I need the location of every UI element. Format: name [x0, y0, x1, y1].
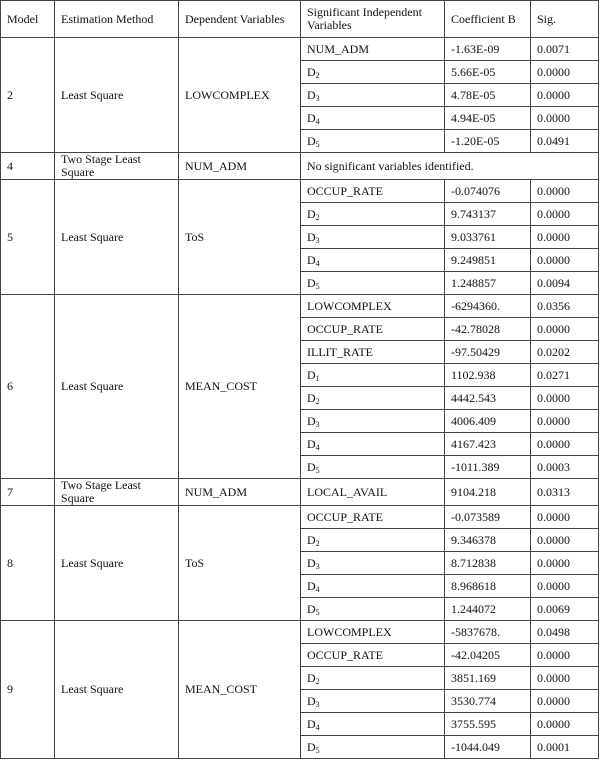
significance-value: 0.0000 [531, 644, 599, 667]
variable-name: ILLIT_RATE [307, 344, 373, 359]
significance-value: 0.0271 [531, 364, 599, 387]
variable-subscript: 4 [315, 584, 320, 594]
variable-name: D [307, 693, 316, 708]
significance-value: 0.0094 [531, 272, 599, 295]
variable-name: D [307, 670, 316, 685]
variable-name: LOCAL_AVAIL [307, 484, 388, 499]
significance-value: 0.0000 [531, 552, 599, 575]
model-number: 7 [1, 479, 55, 506]
independent-variable [301, 364, 445, 387]
independent-variable [301, 203, 445, 226]
dependent-variable: LOWCOMPLEX [179, 38, 301, 153]
significance-value: 0.0000 [531, 410, 599, 433]
coefficient-value: 3851.169 [445, 667, 531, 690]
variable-name: D [307, 252, 316, 267]
significance-value: 0.0000 [531, 575, 599, 598]
coefficient-value: 4.78E-05 [445, 84, 531, 107]
significance-value: 0.0000 [531, 61, 599, 84]
variable-name: D [307, 87, 316, 102]
coefficient-value: 4167.423 [445, 433, 531, 456]
variable-subscript: 5 [315, 139, 320, 149]
independent-variable [301, 506, 445, 529]
no-variables-note: No significant variables identified. [301, 153, 599, 180]
variable-name: D [307, 229, 316, 244]
coefficient-value: 1.248857 [445, 272, 531, 295]
independent-variable [301, 387, 445, 410]
significance-value: 0.0069 [531, 598, 599, 621]
table-row [1, 38, 599, 61]
variable-name: D [307, 739, 316, 754]
variable-name: D [307, 601, 316, 616]
variable-subscript: 4 [315, 116, 320, 126]
significance-value: 0.0000 [531, 433, 599, 456]
dependent-variable: ToS [179, 506, 301, 621]
variable-name: D [307, 436, 316, 451]
estimation-method: Least Square [55, 295, 179, 479]
estimation-method: Least Square [55, 621, 179, 759]
variable-subscript: 3 [315, 561, 320, 571]
independent-variable [301, 433, 445, 456]
variable-name: LOWCOMPLEX [307, 298, 392, 313]
table-row [1, 621, 599, 644]
variable-name: D [307, 413, 316, 428]
header-significant-independent-variables: Significant Independent Variables [301, 1, 445, 38]
independent-variable [301, 84, 445, 107]
independent-variable [301, 667, 445, 690]
header-dependent-variables: Dependent Variables [179, 1, 301, 38]
coefficient-value: 3530.774 [445, 690, 531, 713]
coefficient-value: 9.033761 [445, 226, 531, 249]
significance-value: 0.0003 [531, 456, 599, 479]
table-row [1, 295, 599, 318]
header-model: Model [1, 1, 55, 38]
independent-variable [301, 272, 445, 295]
estimation-method: Least Square [55, 180, 179, 295]
table-row [1, 153, 599, 180]
significance-value: 0.0000 [531, 203, 599, 226]
coefficient-value: -1044.049 [445, 736, 531, 759]
significance-value: 0.0000 [531, 506, 599, 529]
significance-value: 0.0000 [531, 107, 599, 130]
independent-variable [301, 295, 445, 318]
variable-name: D [307, 275, 316, 290]
dependent-variable: MEAN_COST [179, 621, 301, 759]
model-number: 5 [1, 180, 55, 295]
significance-value: 0.0000 [531, 226, 599, 249]
variable-name: D [307, 206, 316, 221]
variable-subscript: 2 [315, 212, 320, 222]
model-number: 6 [1, 295, 55, 479]
independent-variable [301, 690, 445, 713]
variable-name: D [307, 459, 316, 474]
significance-value: 0.0498 [531, 621, 599, 644]
significance-value: 0.0000 [531, 84, 599, 107]
variable-name: D [307, 367, 316, 382]
variable-name: OCCUP_RATE [307, 183, 384, 198]
dependent-variable: ToS [179, 180, 301, 295]
header-sig: Sig. [531, 1, 599, 38]
independent-variable [301, 479, 445, 506]
significance-value: 0.0000 [531, 690, 599, 713]
variable-subscript: 5 [315, 745, 320, 755]
independent-variable [301, 130, 445, 153]
estimation-method: Least Square [55, 38, 179, 153]
independent-variable [301, 38, 445, 61]
variable-subscript: 4 [315, 442, 320, 452]
estimation-method: Two Stage Least Square [55, 153, 179, 180]
coefficient-value: 3755.595 [445, 713, 531, 736]
dependent-variable: MEAN_COST [179, 295, 301, 479]
independent-variable [301, 456, 445, 479]
coefficient-value: -5837678. [445, 621, 531, 644]
coefficient-value: 9.743137 [445, 203, 531, 226]
coefficient-value: -6294360. [445, 295, 531, 318]
significance-value: 0.0001 [531, 736, 599, 759]
variable-subscript: 3 [315, 419, 320, 429]
independent-variable [301, 249, 445, 272]
significance-value: 0.0000 [531, 249, 599, 272]
variable-subscript: 5 [315, 465, 320, 475]
independent-variable [301, 529, 445, 552]
variable-name: OCCUP_RATE [307, 509, 384, 524]
coefficient-value: -0.073589 [445, 506, 531, 529]
variable-name: OCCUP_RATE [307, 647, 384, 662]
model-number: 9 [1, 621, 55, 759]
variable-subscript: 4 [315, 258, 320, 268]
coefficient-value: -1.20E-05 [445, 130, 531, 153]
table-row [1, 506, 599, 529]
independent-variable [301, 713, 445, 736]
coefficient-value: 8.712838 [445, 552, 531, 575]
independent-variable [301, 341, 445, 364]
independent-variable [301, 552, 445, 575]
variable-subscript: 2 [315, 396, 320, 406]
variable-name: D [307, 532, 316, 547]
table-body [1, 38, 599, 759]
coefficient-value: 4442.543 [445, 387, 531, 410]
significance-value: 0.0356 [531, 295, 599, 318]
variable-name: D [307, 578, 316, 593]
coefficient-value: 8.968618 [445, 575, 531, 598]
coefficient-value: 4006.409 [445, 410, 531, 433]
variable-subscript: 1 [315, 373, 320, 383]
coefficient-value: 9104.218 [445, 479, 531, 506]
variable-name: OCCUP_RATE [307, 321, 384, 336]
independent-variable [301, 107, 445, 130]
variable-name: D [307, 110, 316, 125]
coefficient-value: 9.249851 [445, 249, 531, 272]
variable-name: LOWCOMPLEX [307, 624, 392, 639]
independent-variable [301, 410, 445, 433]
independent-variable [301, 575, 445, 598]
coefficient-value: 4.94E-05 [445, 107, 531, 130]
variable-subscript: 3 [315, 93, 320, 103]
variable-subscript: 2 [315, 676, 320, 686]
header-coefficient-b: Coefficient B [445, 1, 531, 38]
model-number: 2 [1, 38, 55, 153]
significance-value: 0.0071 [531, 38, 599, 61]
estimation-method: Least Square [55, 506, 179, 621]
coefficient-value: -42.78028 [445, 318, 531, 341]
independent-variable [301, 644, 445, 667]
independent-variable [301, 226, 445, 249]
table-row [1, 479, 599, 506]
independent-variable [301, 621, 445, 644]
model-number: 8 [1, 506, 55, 621]
significance-value: 0.0491 [531, 130, 599, 153]
variable-name: D [307, 133, 316, 148]
table-row [1, 180, 599, 203]
coefficient-value: -97.50429 [445, 341, 531, 364]
independent-variable [301, 61, 445, 84]
variable-subscript: 3 [315, 235, 320, 245]
coefficient-value: 1.244072 [445, 598, 531, 621]
coefficient-value: -1011.389 [445, 456, 531, 479]
significance-value: 0.0000 [531, 387, 599, 410]
variable-name: D [307, 555, 316, 570]
variable-subscript: 5 [315, 281, 320, 291]
variable-name: D [307, 390, 316, 405]
coefficient-value: -1.63E-09 [445, 38, 531, 61]
significance-value: 0.0000 [531, 529, 599, 552]
significance-value: 0.0000 [531, 667, 599, 690]
dependent-variable: NUM_ADM [179, 479, 301, 506]
significance-value: 0.0202 [531, 341, 599, 364]
variable-name: NUM_ADM [307, 41, 370, 56]
variable-name: D [307, 716, 316, 731]
independent-variable [301, 598, 445, 621]
variable-name: D [307, 64, 316, 79]
significance-value: 0.0000 [531, 713, 599, 736]
significance-value: 0.0000 [531, 318, 599, 341]
coefficient-value: 1102.938 [445, 364, 531, 387]
variable-subscript: 2 [315, 70, 320, 80]
estimation-method: Two Stage Least Square [55, 479, 179, 506]
significance-value: 0.0000 [531, 180, 599, 203]
header-estimation-method: Estimation Method [55, 1, 179, 38]
model-number: 4 [1, 153, 55, 180]
variable-subscript: 3 [315, 699, 320, 709]
variable-subscript: 4 [315, 722, 320, 732]
coefficient-value: 5.66E-05 [445, 61, 531, 84]
variable-subscript: 2 [315, 538, 320, 548]
independent-variable [301, 318, 445, 341]
header-row [1, 1, 599, 38]
coefficient-value: 9.346378 [445, 529, 531, 552]
coefficient-value: -0.074076 [445, 180, 531, 203]
significance-value: 0.0313 [531, 479, 599, 506]
variable-subscript: 5 [315, 607, 320, 617]
independent-variable [301, 180, 445, 203]
dependent-variable: NUM_ADM [179, 153, 301, 180]
coefficient-value: -42.04205 [445, 644, 531, 667]
table-header [1, 1, 599, 38]
independent-variable [301, 736, 445, 759]
